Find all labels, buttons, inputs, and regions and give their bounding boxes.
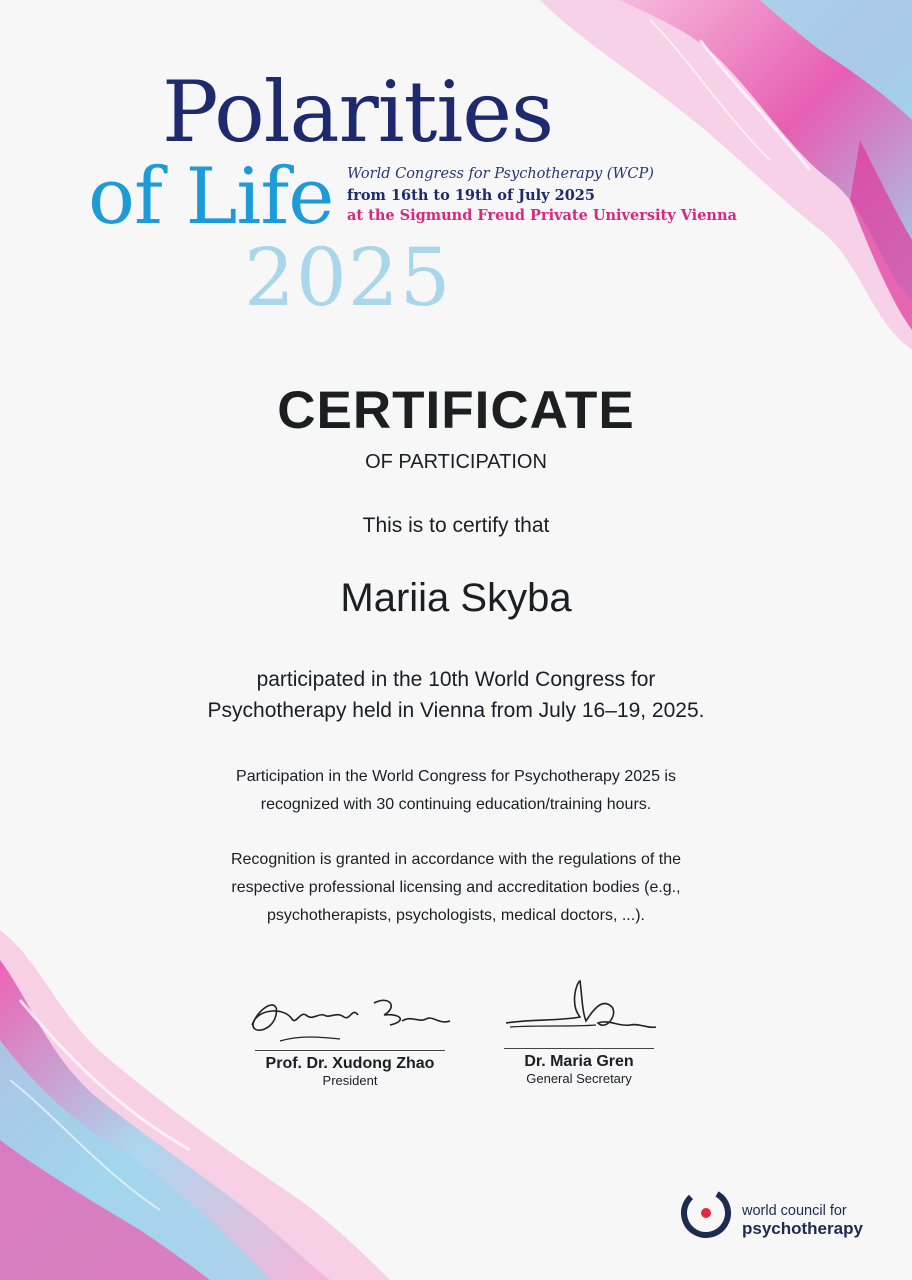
certificate-title: CERTIFICATE — [277, 381, 635, 440]
signature-line — [255, 1050, 445, 1051]
signature-secretary-image — [500, 975, 658, 1043]
signature-block-secretary — [500, 975, 658, 1086]
participation-paragraph — [0, 664, 912, 726]
certify-text: This is to certify that — [362, 514, 550, 537]
recognition-line1: Recognition is granted in accordance with the regulations of the — [230, 851, 682, 868]
signature-president-image — [240, 985, 460, 1045]
wcp-logo-icon — [678, 1183, 738, 1243]
participation-line2: Psychotherapy held in Vienna from July 16–19, 2025. — [207, 699, 705, 722]
signature-role-secretary: General Secretary — [526, 1071, 632, 1086]
signature-line — [504, 1048, 654, 1049]
participation-line1: participated in the 10th World Congress for — [256, 668, 656, 691]
logo-year: 2025 — [244, 231, 452, 324]
signature-name-secretary: Dr. Maria Gren — [524, 1053, 634, 1070]
certificate-subtitle: OF PARTICIPATION — [365, 451, 547, 473]
signature-role-president: President — [322, 1073, 378, 1088]
logo-title-line2: of Life — [88, 152, 334, 242]
recognition-paragraph — [0, 846, 912, 930]
hours-line1: Participation in the World Congress for Psychotherapy 2025 is — [236, 768, 676, 785]
wcp-logo-line1: world council for — [742, 1203, 847, 1219]
logo-subtitle-venue: at the Sigmund Freud Private University Vienna — [347, 207, 737, 224]
recognition-line3: psychotherapists, psychologists, medical doctors, ...). — [267, 907, 645, 924]
logo-title-line1: Polarities — [162, 63, 554, 161]
logo-subtitle-dates: from 16th to 19th of July 2025 — [347, 187, 595, 204]
recognition-line2: respective professional licensing and accreditation bodies (e.g., — [231, 879, 681, 896]
logo-subtitle-congress: World Congress for Psychotherapy (WCP) — [347, 166, 654, 182]
wcp-logo-line2: psychotherapy — [742, 1219, 863, 1238]
wcp-logo-text — [742, 1203, 863, 1237]
signature-block-president — [240, 985, 460, 1088]
signature-name-president: Prof. Dr. Xudong Zhao — [265, 1055, 435, 1072]
recipient-name: Mariia Skyba — [340, 576, 572, 620]
hours-paragraph — [0, 763, 912, 819]
hours-line2: recognized with 30 continuing education/training hours. — [260, 796, 652, 813]
